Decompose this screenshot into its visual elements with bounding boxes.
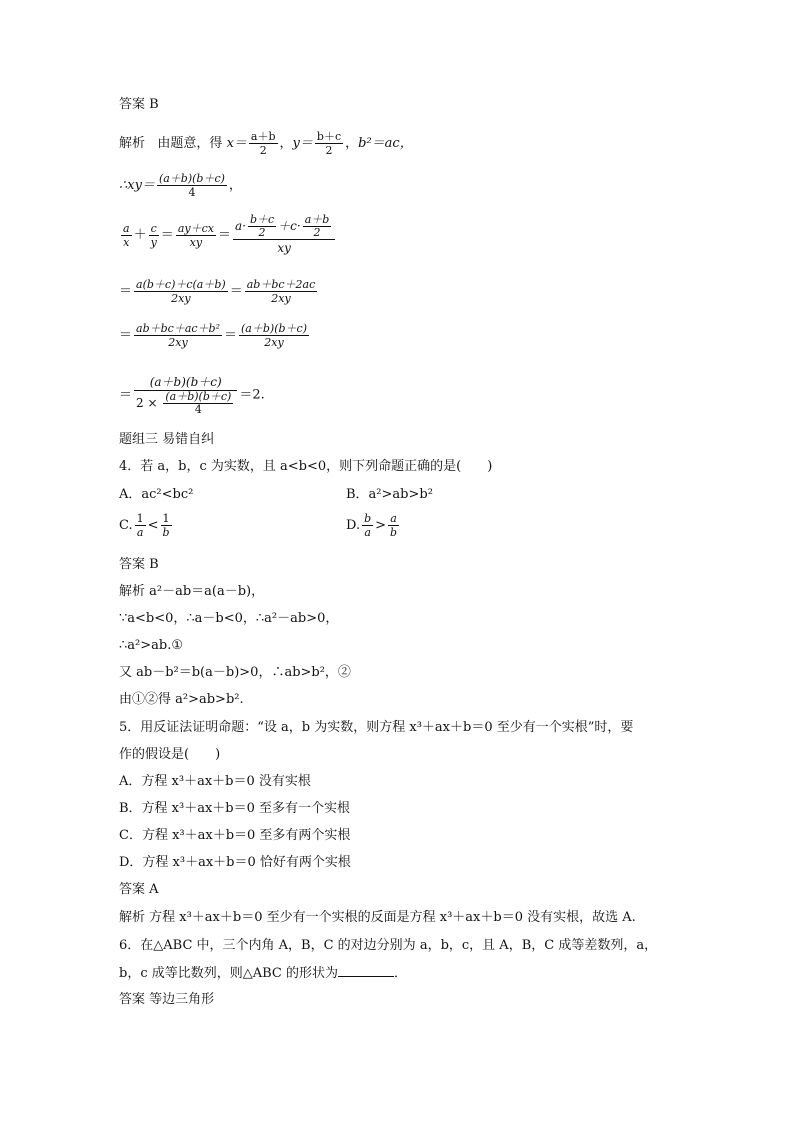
q4-answer: 答案 B <box>119 557 159 572</box>
q4-option-d: D. $\frac{b}{a}$ > $\frac{a}{b}$ <box>346 512 398 539</box>
sum-line: $\frac{a}{x}$ ＋ $\frac{c}{y}$ ＝ $\frac{ay+cx}{xy}$ ＝ a· $\frac{b+c}{2}$ ＋c· $\frac{a+b}{2}$ xy <box>119 214 337 256</box>
x-fraction: $\frac{a+b}{2}$ <box>250 130 276 157</box>
analysis-label: 解析 <box>119 136 146 151</box>
q4-option-a: A．ac²<bc² <box>119 487 194 502</box>
q5-answer: 答案 A <box>119 882 159 897</box>
analysis-intro-text: 由题意，得 <box>157 136 223 151</box>
q4-option-b: B．a²>ab>b² <box>346 487 433 502</box>
q6-stem-2: b，c 成等比数列，则△ABC 的形状为 ． <box>119 966 408 981</box>
compound-fraction: a· $\frac{b+c}{2}$ ＋c· $\frac{a+b}{2}$ xy <box>233 214 335 256</box>
analysis-intro: 解析 由题意，得 x＝ $\frac{a+b}{2}$ ，y＝ $\frac{b+c}{2}$ ，b²＝ac， <box>119 130 413 157</box>
q4-analysis-1: 解析 a²－ab＝a(a－b)， <box>119 584 265 599</box>
q4-analysis-3: ∴a²>ab.① <box>119 638 183 653</box>
q5-option-b: B．方程 x³＋ax＋b＝0 至多有一个实根 <box>119 801 351 816</box>
answer-line: 答案 B <box>119 97 159 112</box>
q4-stem: 4．若 a，b，c 为实数，且 a<b<0，则下列命题正确的是( ) <box>119 459 493 474</box>
q4-analysis-2: ∵a<b<0，∴a－b<0，∴a²－ab>0， <box>119 611 339 626</box>
q5-stem-2: 作的假设是( ) <box>119 747 221 762</box>
q5-option-a: A．方程 x³＋ax＋b＝0 没有实根 <box>119 774 311 789</box>
derivation-line-3: ＝ $\frac{a(b+c)+c(a+b)}{2xy}$ ＝ $\frac{ab+bc+2ac}{2xy}$ <box>119 278 316 305</box>
answer-blank <box>338 964 394 977</box>
q4-analysis-4: 又 ab－b²＝b(a－b)>0，∴ab>b²，② <box>119 665 351 680</box>
y-fraction: $\frac{b+c}{2}$ <box>316 130 342 157</box>
xy-line: ∴xy＝ $\frac{(a+b)(b+c)}{4}$ ， <box>119 172 242 199</box>
derivation-line-4: ＝ $\frac{\text{ab＋bc＋ac＋b²}}{2xy}$ ＝ $\frac{(a+b)(b+c)}{2xy}$ <box>119 322 307 349</box>
q4-analysis-5: 由①②得 a²>ab>b². <box>119 692 244 707</box>
q5-analysis: 解析 方程 x³＋ax＋b＝0 至少有一个实根的反面是方程 x³＋ax＋b＝0 没有实根，故选 A. <box>119 910 636 925</box>
q5-option-c: C．方程 x³＋ax＋b＝0 至多有两个实根 <box>119 828 351 843</box>
q6-stem-1: 6．在△ABC 中，三个内角 A，B，C 的对边分别为 a，b，c，且 A，B，C 成等差数列，a， <box>119 938 658 953</box>
q6-answer: 答案 等边三角形 <box>119 992 215 1007</box>
q4-option-c: C. $\frac{1}{a}$ < $\frac{1}{b}$ <box>119 512 170 539</box>
xy-fraction: $\frac{(a+b)(b+c)}{4}$ <box>158 172 225 199</box>
q5-stem-1: 5．用反证法证明命题：“设 a，b 为实数，则方程 x³＋ax＋b＝0 至少有一个实根”时，要 <box>119 720 634 735</box>
y-eq: y＝ <box>292 136 313 151</box>
group-title: 题组三 易错自纠 <box>119 432 215 447</box>
b2ac: b²＝ac， <box>358 136 413 151</box>
x-eq: x＝ <box>226 136 247 151</box>
q5-option-d: D．方程 x³＋ax＋b＝0 恰好有两个实根 <box>119 855 351 870</box>
derivation-line-5: ＝ (a＋b)(b＋c) 2 × $\frac{(a+b)(b+c)}{4}$ ＝2. <box>119 375 265 416</box>
